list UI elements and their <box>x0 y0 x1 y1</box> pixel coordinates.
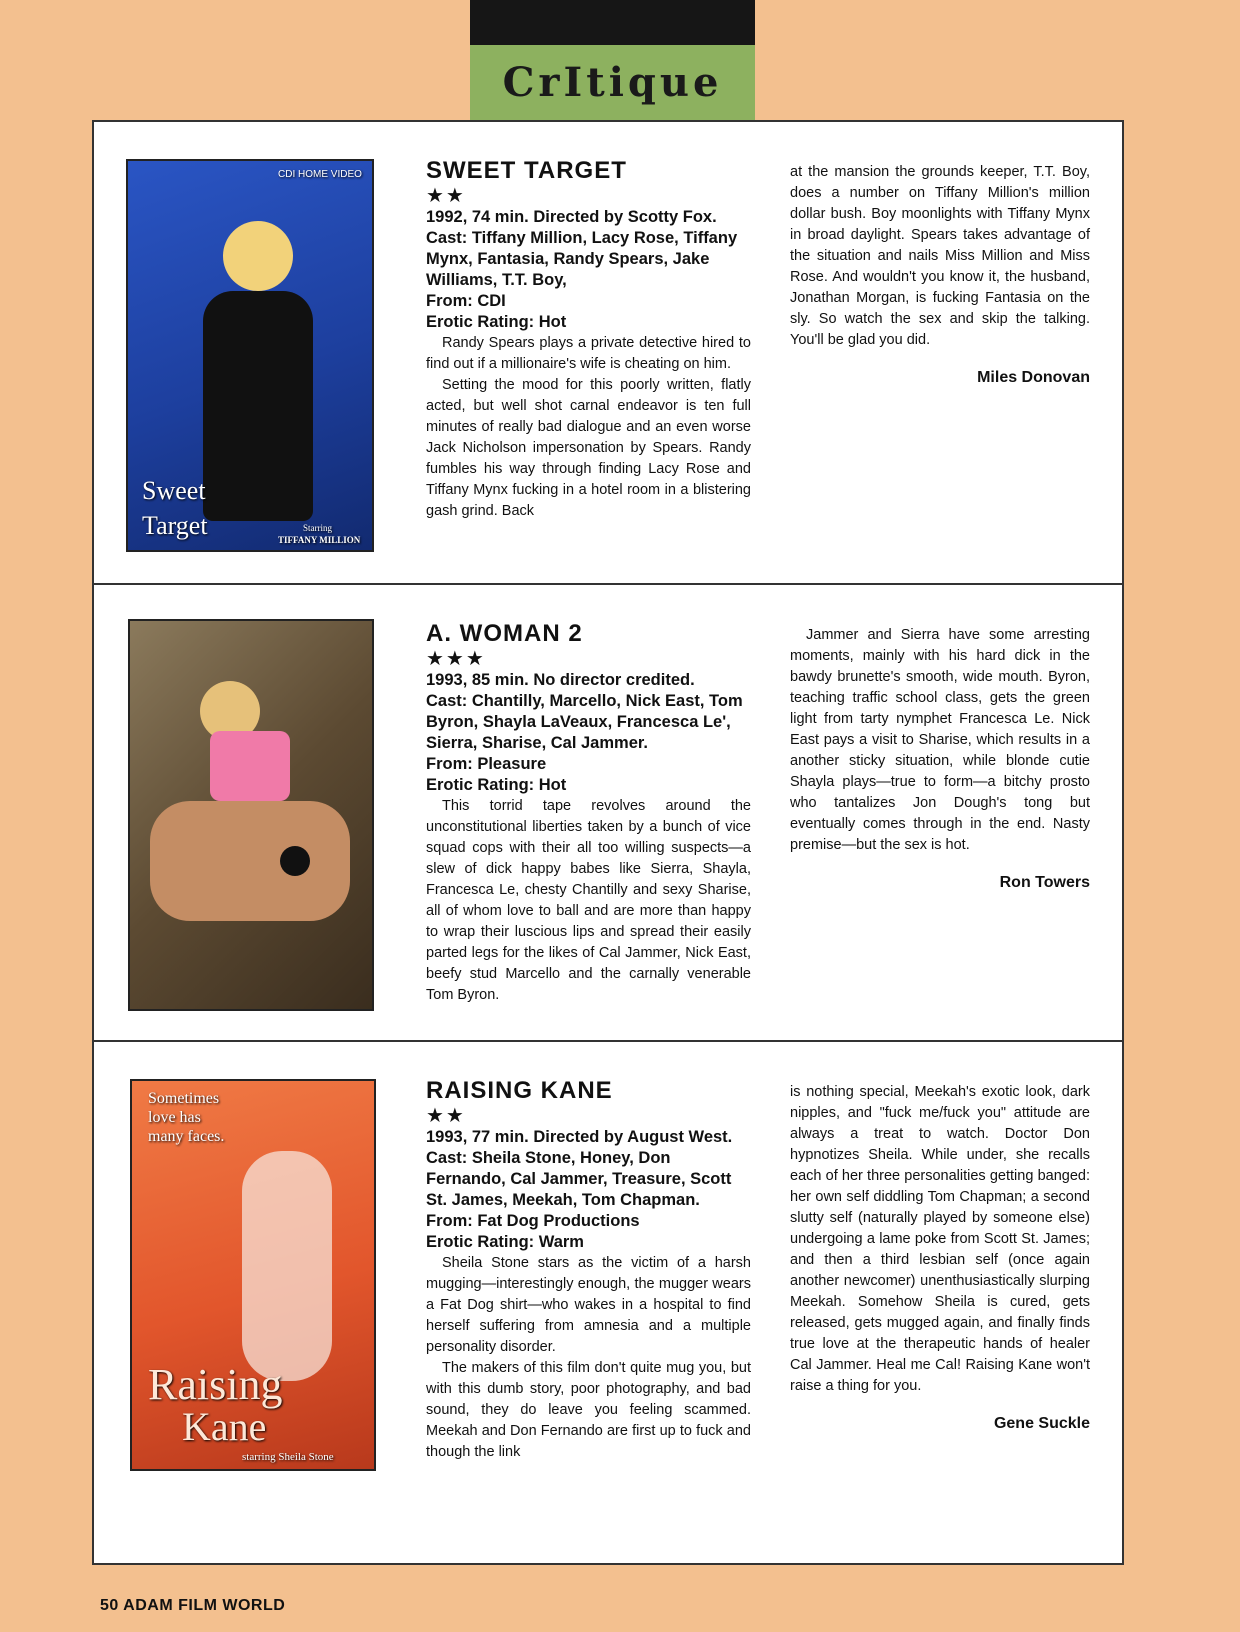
review-sweet-target <box>94 122 1122 585</box>
reviews-frame <box>92 120 1124 1565</box>
review-author: Miles Donovan <box>977 369 1090 386</box>
review-left-column <box>426 157 751 522</box>
cover-figure-top <box>210 731 290 801</box>
cover-star: TIFFANY MILLION <box>278 535 361 545</box>
review-title: SWEET TARGET <box>426 157 627 184</box>
year-runtime: 1993, 85 min. No director credited. <box>426 671 695 689</box>
review-paragraph: at the mansion the grounds keeper, T.T. Boy, does a number on Tiffany Million's million dollar bush. Boy moonlights with Tiffany Mynx in broad daylight. Spears takes advantage of the situation and nails Miss Million and Miss Rose. And wouldn't you know it, the husband, Jonathan Morgan, is fucking Fantasia on the sly. So watch the sex and skip the talking. You'll be glad you did. <box>790 164 1090 348</box>
review-paragraph: Jammer and Sierra have some arresting moments, mainly with his hard dick in the bawdy brunette's smooth, wide mouth. Byron, teaching traffic school class, gets the green light from tarty nymphet Francesca Le. Nick East pays a visit to Sharise, which results in a another sticky situation, while blonde cutie Shayla plays—true to form—a bitchy prosto who tantalizes Jon Dough's tong but eventually comes through in the end. Nasty premise—but the sex is hot. <box>790 627 1090 853</box>
distributor: From: Pleasure <box>426 755 547 773</box>
cast-list: Cast: Chantilly, Marcello, Nick East, Tom Byron, Shayla LaVeaux, Francesca Le', Sierra, Sharise, Cal Jammer. <box>426 692 743 752</box>
section-tab <box>470 45 755 120</box>
review-paragraph: Setting the mood for this poorly written, flatly acted, but well shot carnal endeavor is ten full minutes of really bad dialogue and an even worse Jack Nicholson impersonation by Spears. Randy fumbles his way through finding Lacy Rose and Tiffany Mynx fucking in a hotel room in a blistering gash grind. Back <box>426 377 751 519</box>
cast-list: Cast: Sheila Stone, Honey, Don Fernando, Cal Jammer, Treasure, Scott St. James, Meekah, Tom Chapman. <box>426 1149 732 1209</box>
review-paragraph: This torrid tape revolves around the unconstitutional liberties taken by a bunch of vice squad cops with their all too willing suspects—a slew of dick happy babes like Sierra, Shayla, Francesca Le, chesty Chantilly and sexy Sharise, all of whom love to ball and are more than happy to wrap their luscious lips and spread their easily parted legs for the likes of Cal Jammer, Nick East, beefy stud Marcello and the carnally venerable Tom Byron. <box>426 798 751 1003</box>
star-rating: ★★★ <box>426 648 486 670</box>
cover-censor-dot <box>280 846 310 876</box>
erotic-rating: Erotic Rating: Hot <box>426 313 567 331</box>
cover-brand: CDI HOME VIDEO <box>278 169 362 180</box>
erotic-rating: Erotic Rating: Hot <box>426 776 567 794</box>
cover-figure-body <box>150 801 350 921</box>
cover-title-line2: Kane <box>182 1404 267 1449</box>
cover-figure <box>242 1151 332 1381</box>
erotic-rating: Erotic Rating: Warm <box>426 1233 584 1251</box>
cast-list: Cast: Tiffany Million, Lacy Rose, Tiffany Mynx, Fantasia, Randy Spears, Jake Williams, T.T. Boy, <box>426 229 738 289</box>
review-paragraph: Randy Spears plays a private detective hired to find out if a millionaire's wife is cheating on him. <box>426 335 751 372</box>
review-a-woman-2 <box>94 585 1122 1042</box>
star-rating: ★★ <box>426 1105 466 1127</box>
section-label: CrItique <box>502 59 723 106</box>
header-black-bar <box>470 0 755 45</box>
cover-a-woman-2 <box>128 619 374 1011</box>
distributor: From: Fat Dog Productions <box>426 1212 640 1230</box>
review-title: RAISING KANE <box>426 1077 613 1104</box>
publication-name: ADAM FILM WORLD <box>123 1597 286 1614</box>
review-left-column <box>426 1077 751 1463</box>
review-paragraph: is nothing special, Meekah's exotic look, dark nipples, and "fuck me/fuck you" attitude are always a treat to watch. Doctor Don hypnotizes Sheila. While under, she recalls each of her three personalities getting banged: her own self diddling Tom Chapman; a second slutty self (naturally played by someone else) undergoing a lame poke from Scott St. James; and then a third lesbian self (once again another newcomer) unenthusiastically slurping Meekah. Somehow Sheila is cured, gets released, gets mugged again, and finally finds true love at the therapeutic hands of healer Cal Jammer. Heal me Cal! Raising Kane won't raise a thing for you. <box>790 1084 1090 1394</box>
review-paragraph: The makers of this film don't quite mug you, but with this dumb story, poor photography, and bad sound, they do leave you feeling scammed. Meekah and Don Fernando are first up to fuck and though the link <box>426 1360 751 1460</box>
cover-figure-head <box>223 221 293 291</box>
review-author: Ron Towers <box>999 874 1090 891</box>
review-paragraph: Sheila Stone stars as the victim of a harsh mugging—interestingly enough, the mugger wears a Fat Dog shirt—who wakes in a hospital to find herself suffering from amnesia and a multiple personality disorder. <box>426 1255 751 1355</box>
cover-title-line1: Raising <box>148 1360 283 1409</box>
review-author: Gene Suckle <box>993 1415 1090 1432</box>
review-left-column <box>426 620 751 1006</box>
review-right-column <box>790 162 1090 387</box>
cover-title-line2: Target <box>142 511 208 540</box>
page-footer <box>100 1597 285 1615</box>
year-runtime: 1992, 74 min. Directed by Scotty Fox. <box>426 208 717 226</box>
cover-starring: starring Sheila Stone <box>242 1451 334 1463</box>
star-rating: ★★ <box>426 185 466 207</box>
cover-figure-body <box>203 291 313 521</box>
distributor: From: CDI <box>426 292 506 310</box>
review-title: A. WOMAN 2 <box>426 620 583 647</box>
cover-sweet-target <box>126 159 374 552</box>
cover-title-line1: Sweet <box>142 476 206 505</box>
review-right-column <box>790 1082 1090 1433</box>
cover-raising-kane <box>130 1079 376 1471</box>
review-right-column <box>790 625 1090 892</box>
year-runtime: 1993, 77 min. Directed by August West. <box>426 1128 733 1146</box>
cover-starring: Starring <box>303 523 332 533</box>
review-raising-kane <box>94 1042 1122 1563</box>
page-number: 50 <box>100 1597 119 1614</box>
cover-tagline: Sometimes love has many faces. <box>148 1090 225 1145</box>
